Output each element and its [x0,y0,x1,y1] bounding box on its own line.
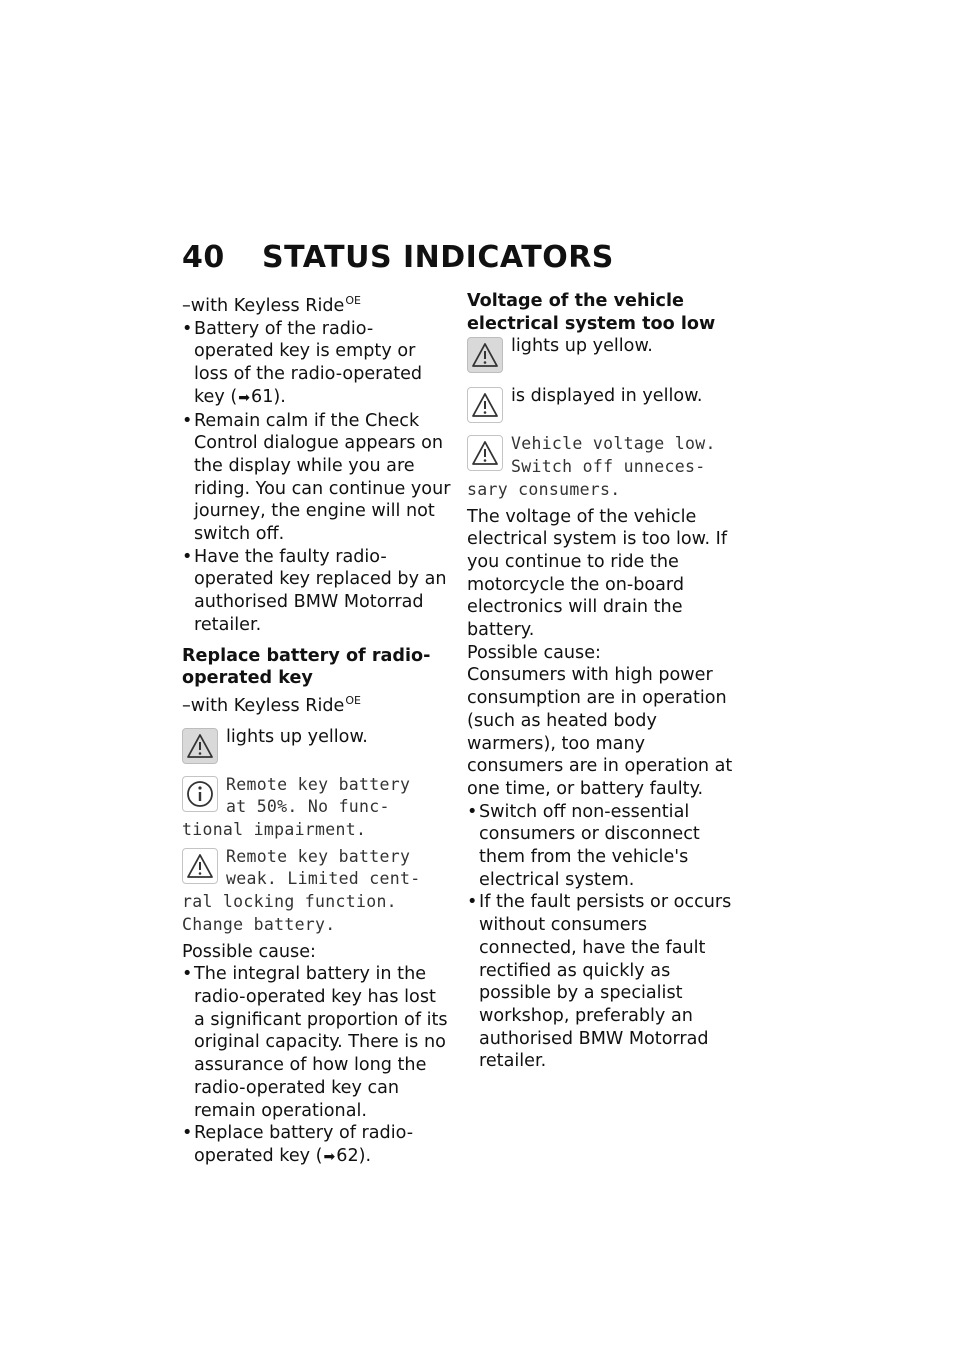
list-item: • Remain calm if the Check Control dialogue appears on the display while you are riding. You can continue your journey, the engine will not switch off. [182,410,452,546]
check-control-message: Vehicle voltage low. Switch off unneces- sary consumers. [467,434,716,499]
check-control-message: Remote key battery weak. Limited cent- ral locking function. Change battery. [182,846,421,934]
indicator-row [182,726,452,768]
indicator-row [467,335,737,377]
indicator-description: lights up yellow. [511,336,653,357]
check-control-message: Remote key battery at 50%. No func- tional impairment. [182,774,411,840]
right-column [467,290,737,1073]
paragraph: The voltage of the vehicle electrical system is too low. If you continue to ride the motorcycle the on-board electronics will drain the battery. [467,506,728,641]
list-item: • If the fault persists or occurs without consumers connected, have the fault rectified as quickly as possible by a specialist workshop, preferably an authorised BMW Motorrad retailer. [467,891,737,1073]
warning-triangle-icon [467,387,503,423]
arrow-right-icon: ➡ [238,389,250,406]
arrow-right-icon: ➡ [323,1148,336,1165]
warning-triangle-icon [182,848,218,884]
oe-marker: OE [345,693,361,707]
indicator-description: is displayed in yellow. [511,386,703,407]
section-heading: Voltage of the vehicle electrical system too low [467,291,716,334]
warning-triangle-icon [467,435,503,471]
page-reference[interactable]: 61). [251,386,286,407]
list-item: • Have the faulty radio-operated key replaced by an authorised BMW Motorrad retailer. [182,546,452,637]
left-column [182,290,452,1169]
section-heading: Replace battery of radio-operated key [182,645,431,689]
list-item: • The integral battery in the radio-operated key has lost a significant proportion of its original capacity. There is no assurance of how long the radio-operated key can remain operational. [182,963,452,1122]
page-reference[interactable]: 62). [336,1145,372,1166]
indicator-description: lights up yellow. [226,726,368,747]
list-item: • Switch off non-essential consumers or disconnect them from the vehicle's electrical system. [467,801,737,892]
info-icon [182,776,218,812]
keyless-ride-line: –with Keyless Ride$^{OE}$ [182,294,361,316]
possible-cause-label: Possible cause: [182,941,316,962]
indicator-row [467,385,737,427]
oe-marker: OE [345,294,361,307]
possible-cause-label: Possible cause: [467,642,601,663]
paragraph: Consumers with high power consumption are in operation (such as heated body warmers), too many consumers are in operation at one time, or battery faulty. [467,665,733,799]
warning-triangle-icon [467,337,503,373]
page-title: STATUS INDICATORS [262,240,614,275]
page-number: 40 [182,240,225,275]
page-header [182,240,614,275]
warning-triangle-icon [182,728,218,764]
keyless-ride-line: –with Keyless Ride$^{OE}$ [182,693,361,716]
list-item: • Replace battery of radio-operated key (➡62). [182,1122,452,1168]
list-item: • Battery of the radio-operated key is empty or loss of the radio-operated key (➡61). [182,318,452,410]
